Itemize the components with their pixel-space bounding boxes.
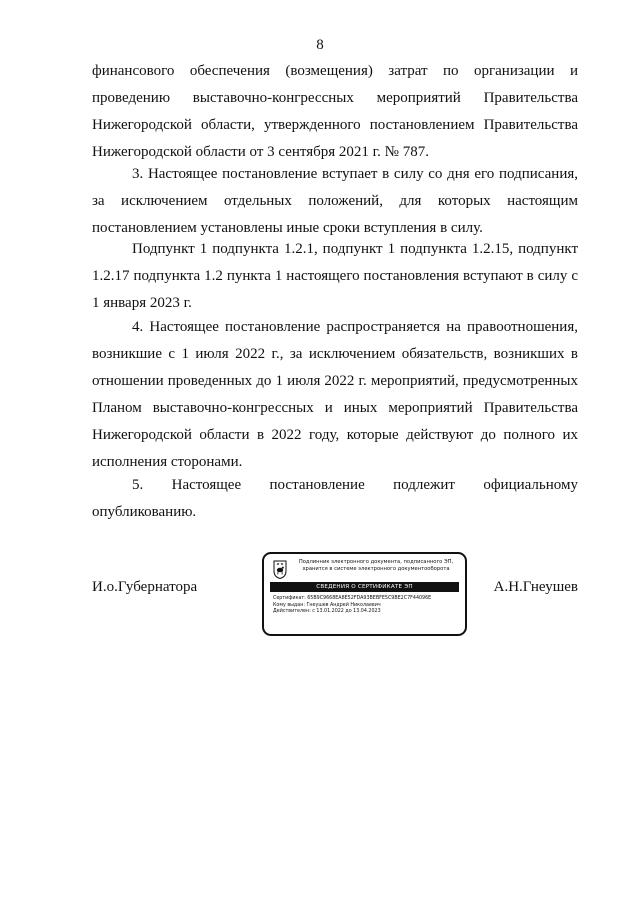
nizhny-novgorod-deer-emblem-icon	[273, 560, 287, 579]
stamp-owner: Кому выдан: Гнеушев Андрей Николаевич	[273, 602, 381, 608]
stamp-details	[273, 596, 463, 616]
signature-name: А.Н.Гнеушев	[493, 579, 578, 595]
paragraph-5-publication: 5. Настоящее постановление подлежит официальному опубликованию.	[92, 477, 578, 520]
stamp-banner: СВЕДЕНИЯ О СЕРТИФИКАТЕ ЭП	[270, 582, 459, 592]
paragraph-3-effective-date: 3. Настоящее постановление вступает в силу со дня его подписания, за исключением отдельных положений, для которых настоящим постановлением установлены иные сроки вступления в силу.	[92, 166, 578, 236]
signature-position: И.о.Губернатора	[92, 579, 198, 595]
stamp-header-line-2: хранится в системе электронного документооборота	[302, 565, 450, 572]
stamp-header	[290, 559, 462, 572]
stamp-certificate: Сертификат: 65B9C9668EA8E52FDA93BEBFE5C9BE2C7F44096E	[273, 596, 432, 601]
page-number: 8	[316, 37, 324, 53]
electronic-signature-stamp	[262, 552, 467, 636]
stamp-validity: Действителен: с 13.01.2022 до 13.04.2023	[273, 609, 381, 615]
paragraph-continuation: финансового обеспечения (возмещения) затрат по организации и проведению выставочно-конгрессных мероприятий Правительства Нижегородской области, утвержденного постановлением Правительства Нижегородской области от 3 сентября 2021 г. № 787.	[92, 63, 578, 160]
paragraph-subpoints-effective: Подпункт 1 подпункта 1.2.1, подпункт 1 подпункта 1.2.15, подпункт 1.2.17 подпункта 1.2 пункта 1 настоящего постановления вступают в силу с 1 января 2023 г.	[92, 241, 578, 311]
paragraph-4-applicability: 4. Настоящее постановление распространяется на правоотношения, возникшие с 1 июля 2022 г., за исключением обязательств, возникших в отношении проведенных до 1 июля 2022 г. мероприятий, предусмотренных Планом выставочно-конгрессных и иных мероприятий Правительства Нижегородской области в 2022 году, которые действуют до полного их исполнения сторонами.	[92, 319, 578, 470]
stamp-header-line-1: Подлинник электронного документа, подписанного ЭП,	[298, 559, 454, 565]
